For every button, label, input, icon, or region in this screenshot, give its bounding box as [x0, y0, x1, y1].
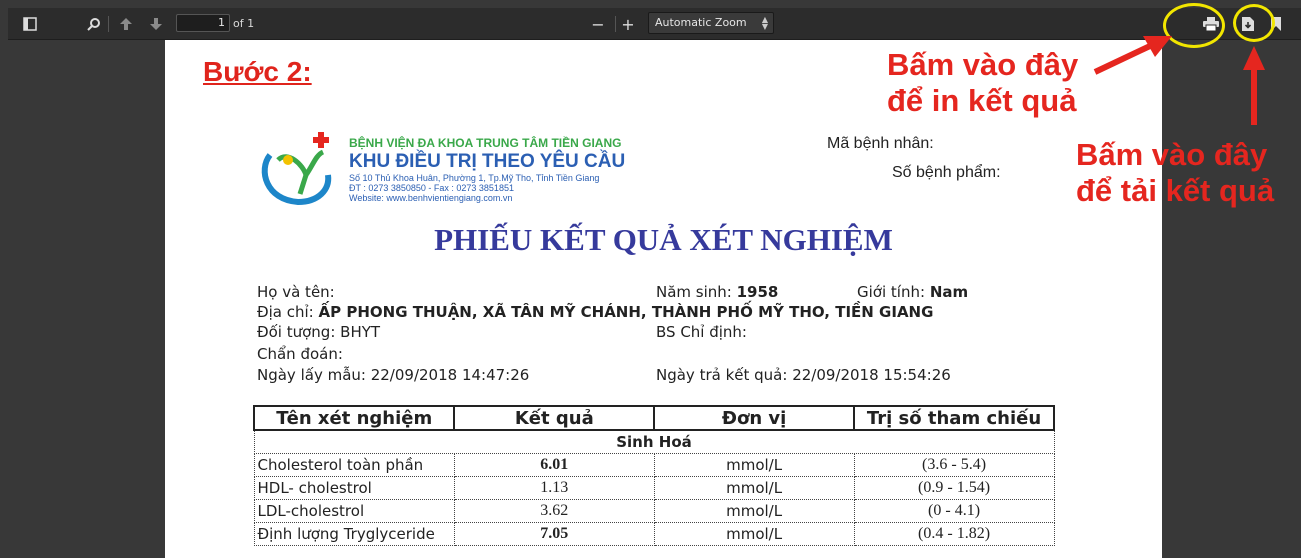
hospital-website: Website: www.benhvientiengiang.com.vn — [349, 193, 513, 203]
test-reference: (0.4 - 1.82) — [854, 523, 1054, 546]
page-number-input[interactable]: 1 — [176, 14, 230, 32]
column-header: Trị số tham chiếu — [854, 406, 1054, 430]
hospital-phone: ĐT : 0273 3850850 - Fax : 0273 3851851 — [349, 183, 514, 193]
patient-name-label: Họ và tên: — [257, 283, 335, 301]
test-name: HDL- cholestrol — [254, 477, 454, 500]
sample-id-label: Số bệnh phẩm: — [892, 164, 1001, 181]
test-reference: (0 - 4.1) — [854, 500, 1054, 523]
column-header: Đơn vị — [654, 406, 854, 430]
step-label: Bước 2: — [203, 56, 312, 87]
column-header: Tên xét nghiệm — [254, 406, 454, 430]
gender-value: Nam — [929, 283, 969, 301]
gender-label: Giới tính: — [857, 283, 926, 301]
arrow-head-download — [1243, 46, 1265, 70]
test-unit: mmol/L — [654, 500, 854, 523]
arrow-to-print — [1095, 46, 1150, 72]
test-name: Định lượng Tryglyceride — [254, 523, 454, 546]
test-value: 6.01 — [454, 454, 654, 477]
test-name: Cholesterol toàn phần — [254, 454, 454, 477]
print-hint-line: để in kết quả — [887, 83, 1077, 118]
address-value: ẤP PHONG THUẬN, XÃ TÂN MỸ CHÁNH, THÀNH PHỐ MỸ THO, TIỀN GIANG — [318, 303, 934, 321]
column-header: Kết quả — [454, 406, 654, 430]
document-title: PHIẾU KẾT QUẢ XÉT NGHIỆM — [434, 222, 893, 257]
hospital-name: BỆNH VIỆN ĐA KHOA TRUNG TÂM TIỀN GIANG — [349, 136, 622, 150]
group-label: Sinh Hoá — [254, 430, 1054, 454]
test-unit: mmol/L — [654, 523, 854, 546]
address-label: Địa chỉ: — [257, 303, 314, 321]
test-reference: (0.9 - 1.54) — [854, 477, 1054, 500]
test-value: 1.13 — [454, 477, 654, 500]
test-reference: (3.6 - 5.4) — [854, 454, 1054, 477]
result-date: Ngày trả kết quả: 22/09/2018 15:54:26 — [656, 366, 951, 384]
test-unit: mmol/L — [654, 477, 854, 500]
hospital-address: Số 10 Thủ Khoa Huân, Phường 1, Tp.Mỹ Tho, Tỉnh Tiền Giang — [349, 173, 600, 183]
sample-date: Ngày lấy mẫu: 22/09/2018 14:47:26 — [257, 366, 530, 384]
test-unit: mmol/L — [654, 454, 854, 477]
patient-id-label: Mã bệnh nhân: — [827, 135, 934, 152]
birth-year-value: 1958 — [736, 283, 779, 301]
zoom-select-value: Automatic Zoom — [655, 16, 747, 29]
select-arrows-icon: ▲ ▼ — [761, 15, 768, 31]
subject: Đối tượng: BHYT — [257, 323, 381, 341]
test-value: 7.05 — [454, 523, 654, 546]
test-name: LDL-cholestrol — [254, 500, 454, 523]
ordering-doctor: BS Chỉ định: — [656, 323, 747, 341]
download-hint-line: Bấm vào đây — [1076, 137, 1268, 172]
zoom-in-button[interactable]: + — [621, 14, 635, 34]
zoom-out-button[interactable]: − — [591, 14, 605, 34]
birth-year-label: Năm sinh: — [656, 283, 732, 301]
diagnosis: Chẩn đoán: — [257, 345, 343, 363]
hospital-unit: KHU ĐIỀU TRỊ THEO YÊU CẦU — [349, 151, 626, 172]
page-count: of 1 — [233, 17, 255, 30]
test-value: 3.62 — [454, 500, 654, 523]
download-hint-line: để tải kết quả — [1076, 173, 1275, 208]
print-hint-line: Bấm vào đây — [887, 47, 1079, 82]
